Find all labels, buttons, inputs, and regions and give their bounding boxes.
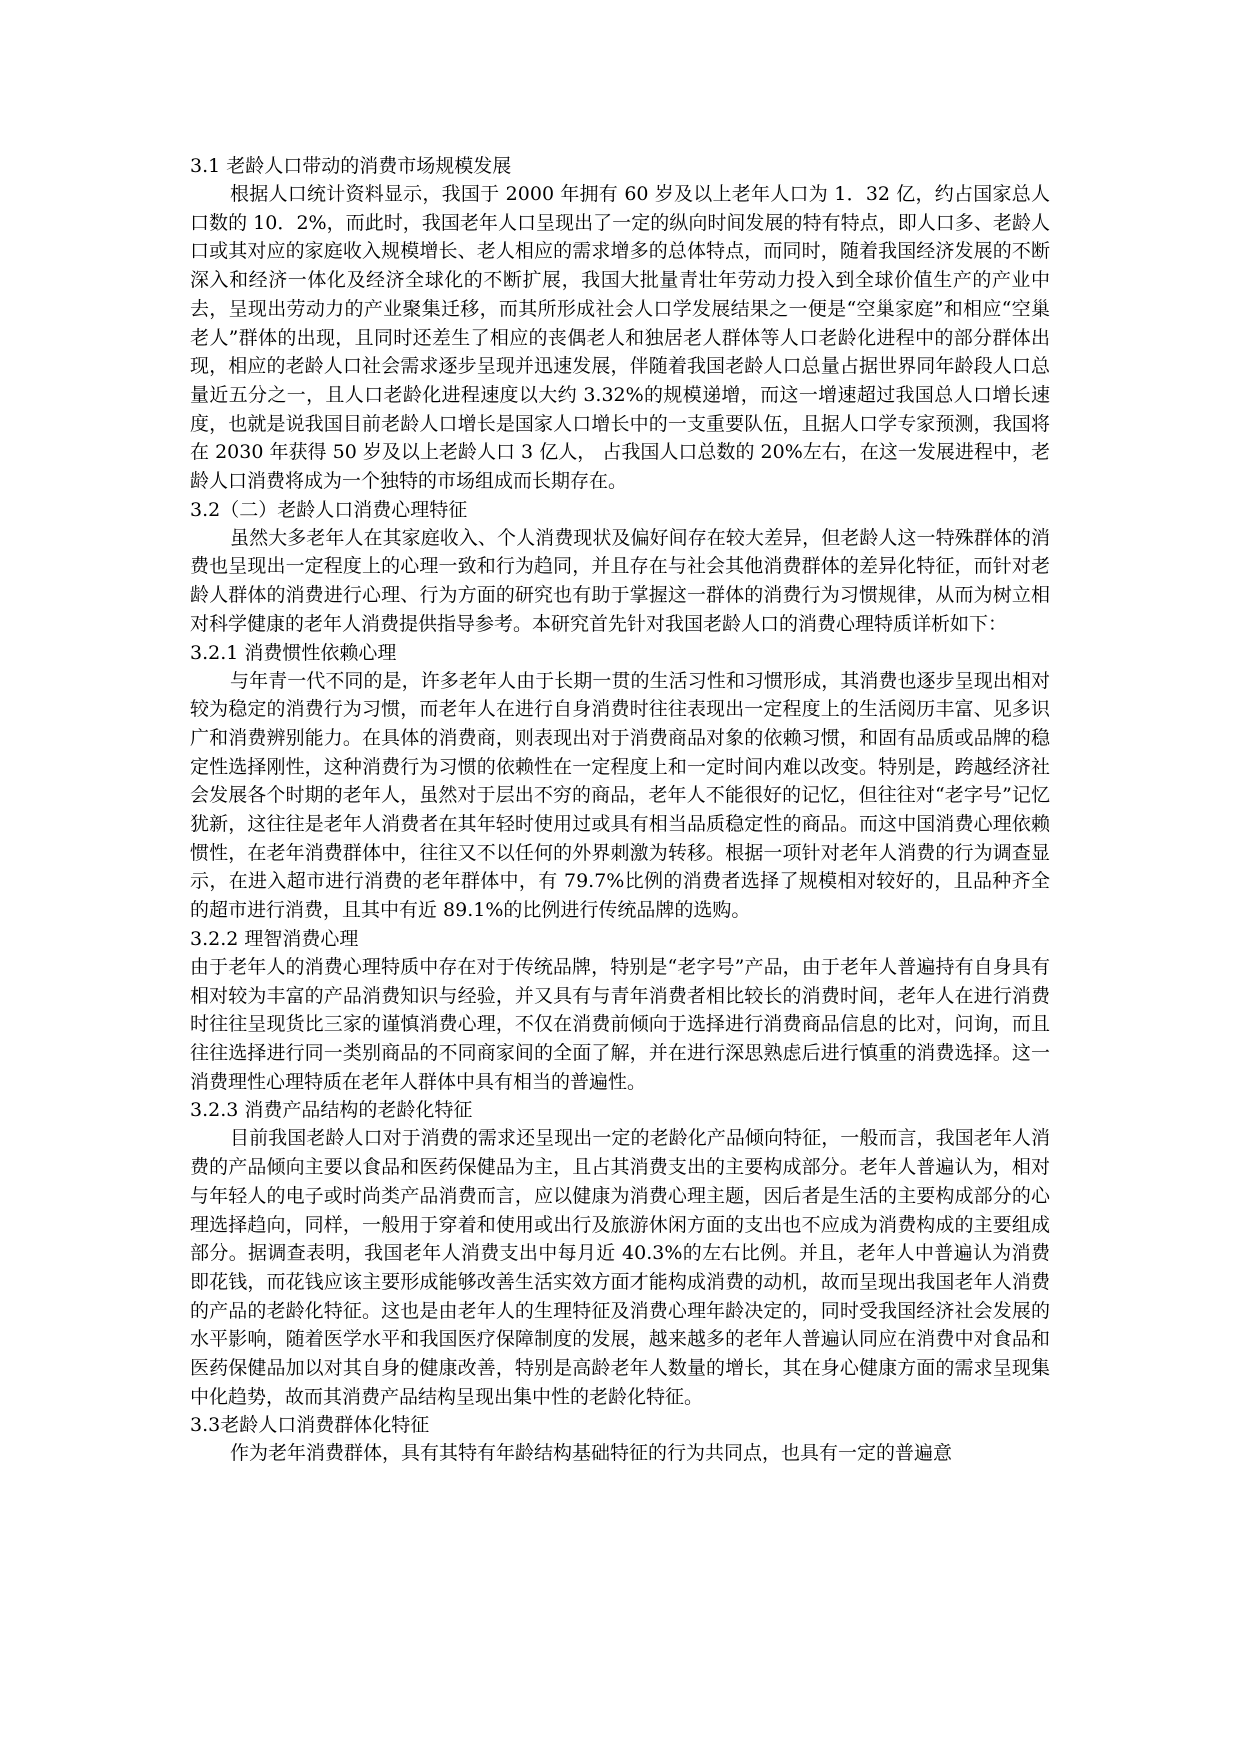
- section-heading-3-2-1: 3.2.1 消费惯性依赖心理: [190, 641, 397, 664]
- section-heading-3-2-3: 3.2.3 消费产品结构的老龄化特征: [190, 1099, 473, 1122]
- paragraph-3-2-3: 目前我国老龄人口对于消费的需求还呈现出一定的老龄化产品倾向特征，一般而言，我国老年人消费的产品倾向主要以食品和医药保健品为主，且占其消费支出的主要构成部分。老年人普遍认为，相对与年轻人的电子或时尚类产品消费而言，应以健康为消费心理主题，因后者是生活的主要构成部分的心理选择趋向，同样，一般用于穿着和使用或出行及旅游休闲方面的支出也不应成为消费构成的主要组成部分。据调查表明，我国老年人消费支出中每月近 40.3%的左右比例。并且，老年人中普遍认为消费即花钱，而花钱应该主要形成能够改善生活实效方面才能构成消费的动机，故而呈现出我国老年人消费的产品的老龄化特征。这也是由老年人的生理特征及消费心理年龄决定的，同时受我国经济社会发展的水平影响，随着医学水平和我国医疗保障制度的发展，越来越多的老年人普遍认同应在消费中对食品和医药保健品加以对其自身的健康改善，特别是高龄老年人数量的增长，其在身心健康方面的需求呈现集中化趋势，故而其消费产品结构呈现出集中性的老龄化特征。: [190, 1127, 1050, 1408]
- section-heading-3-2-2: 3.2.2 理智消费心理: [190, 927, 359, 950]
- paragraph-3-3: 作为老年消费群体，具有其特有年龄结构基础特征的行为共同点，也具有一定的普遍意: [230, 1442, 953, 1465]
- document-page: [190, 152, 1050, 1468]
- section-heading-3-1: 3.1 老龄人口带动的消费市场规模发展: [190, 155, 512, 177]
- paragraph-3-1: 根据人口统计资料显示，我国于 2000 年拥有 60 岁及以上老年人口为 1．32 亿，约占国家总人口数的 10．2%，而此时，我国老年人口呈现出了一定的纵向时间发展的特有特点，即人口多、老龄人口或其对应的家庭收入规模增长、老人相应的需求增多的总体特点，而同时，随着我国经济发展的不断深入和经济一体化及经济全球化的不断扩展，我国大批量青壮年劳动力投入到全球价值生产的产业中去，呈现出劳动力的产业聚集迁移，而其所形成社会人口学发展结果之一便是“空巢家庭”和相应“空巢老人”群体的出现，且同时还差生了相应的丧偶老人和独居老人群体等人口老龄化进程中的部分群体出现，相应的老龄人口社会需求逐步呈现并迅速发展，伴随着我国老龄人口总量占据世界同年龄段人口总量近五分之一，且人口老龄化进程速度以大约 3.32%的规模递增，而这一增速超过我国总人口增长速度，也就是说我国目前老龄人口增长是国家人口增长中的一支重要队伍，且据人口学专家预测，我国将在 2030 年获得 50 岁及以上老龄人口 3 亿人， 占我国人口总数的 20%左右，在这一发展进程中，老龄人口消费将成为一个独特的市场组成而长期存在。: [190, 183, 1050, 493]
- paragraph-3-2: 虽然大多老年人在其家庭收入、个人消费现状及偏好间存在较大差异，但老龄人这一特殊群体的消费也呈现出一定程度上的心理一致和行为趋同，并且存在与社会其他消费群体的差异化特征，而针对老龄人群体的消费进行心理、行为方面的研究也有助于掌握这一群体的消费行为习惯规律，从而为树立相对科学健康的老年人消费提供指导参考。本研究首先针对我国老龄人口的消费心理特质详析如下：: [190, 526, 1050, 635]
- section-heading-3-2: 3.2（二）老龄人口消费心理特征: [190, 498, 468, 521]
- section-heading-3-3: 3.3老龄人口消费群体化特征: [190, 1414, 430, 1437]
- paragraph-3-2-1: 与年青一代不同的是，许多老年人由于长期一贯的生活习性和习惯形成，其消费也逐步呈现出相对较为稳定的消费行为习惯，而老年人在进行自身消费时往往表现出一定程度上的生活阅历丰富、见多识广和消费辨别能力。在具体的消费商，则表现出对于消费商品对象的依赖习惯，和固有品质或品牌的稳定性选择刚性，这种消费行为习惯的依赖性在一定程度上和一定时间内难以改变。特别是，跨越经济社会发展各个时期的老年人，虽然对于层出不穷的商品，老年人不能很好的记忆，但往往对“老字号”记忆犹新，这往往是老年人消费者在其年轻时使用过或具有相当品质稳定性的商品。而这中国消费心理依赖惯性，在老年消费群体中，往往又不以任何的外界刺激为转移。根据一项针对老年人消费的行为调查显示，在进入超市进行消费的老年群体中，有 79.7%比例的消费者选择了规模相对较好的，且品种齐全的超市进行消费，且其中有近 89.1%的比例进行传统品牌的选购。: [190, 669, 1050, 922]
- paragraph-3-2-2: 由于老年人的消费心理特质中存在对于传统品牌，特别是“老字号”产品，由于老年人普遍持有自身具有相对较为丰富的产品消费知识与经验，并又具有与青年消费者相比较长的消费时间，老年人在进行消费时往往呈现货比三家的谨慎消费心理，不仅在消费前倾向于选择进行消费商品信息的比对，问询，而且往往选择进行同一类别商品的不同商家间的全面了解，并在进行深思熟虑后进行慎重的消费选择。这一消费理性心理特质在老年人群体中具有相当的普遍性。: [190, 955, 1050, 1093]
